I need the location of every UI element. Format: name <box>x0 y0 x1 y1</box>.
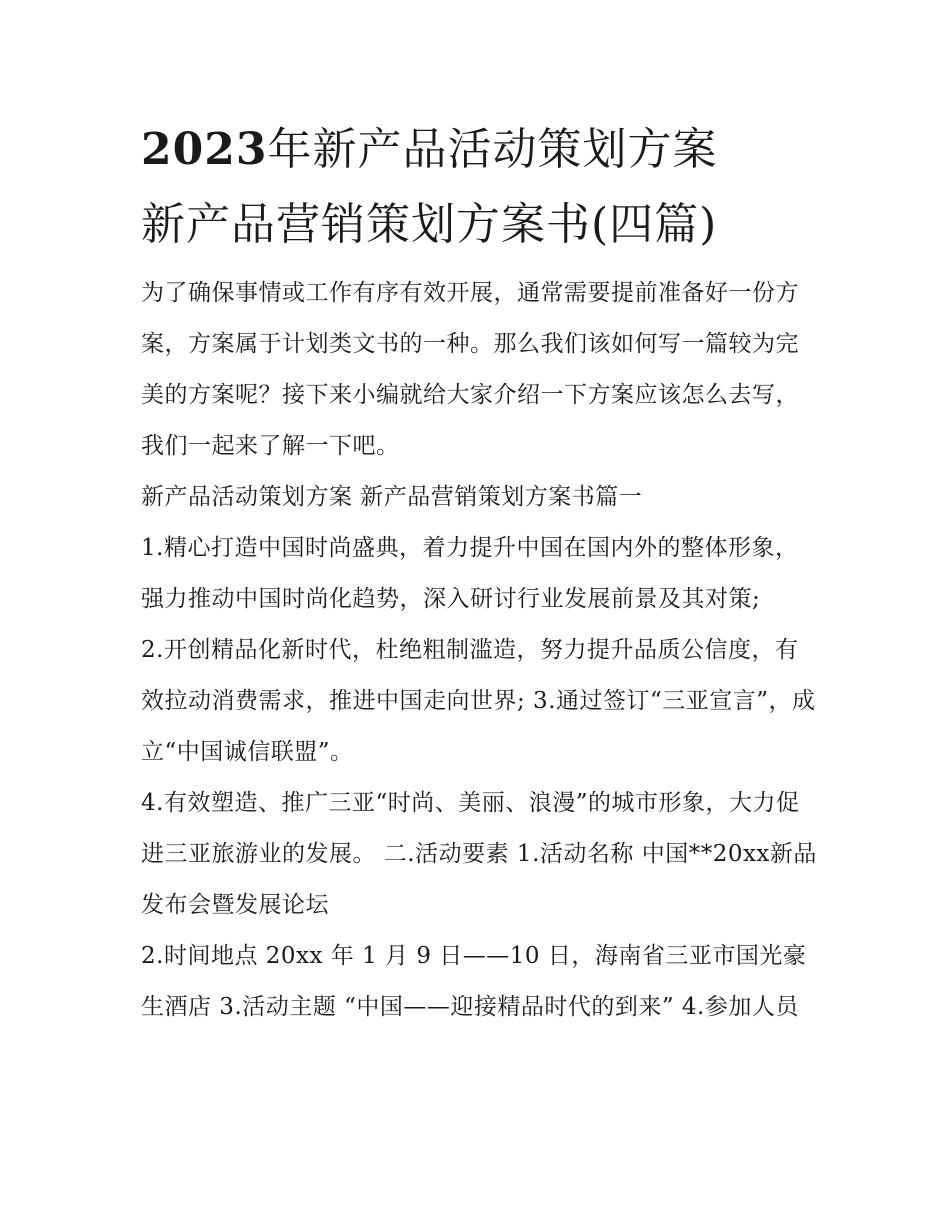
section-heading: 新产品活动策划方案 新产品营销策划方案书篇一 <box>141 484 643 510</box>
title-line-1-text: 年新产品活动策划方案 <box>267 124 718 175</box>
body-paragraph-2: 2.开创精品化新时代，杜绝粗制滥造，努力提升品质公信度，有效拉动消费需求，推进中国走向世界; 3.通过签订“三亚宣言”，成立“中国诚信联盟”。 <box>141 637 816 765</box>
title-line-1 <box>141 118 821 181</box>
intro-paragraph: 为了确保事情或工作有序有效开展，通常需要提前准备好一份方案，方案属于计划类文书的一种。那么我们该如何写一篇较为完美的方案呢？接下来小编就给大家介绍一下方案应该怎么去写，我们一起来了解一下吧。 <box>141 280 799 459</box>
body-paragraph-3: 4.有效塑造、推广三亚“时尚、美丽、浪漫”的城市形象，大力促进三亚旅游业的发展。 二.活动要素 1.活动名称 中国**20xx新品发布会暨发展论坛 <box>141 790 817 918</box>
body-paragraph-1: 1.精心打造中国时尚盛典，着力提升中国在国内外的整体形象，强力推动中国时尚化趋势，深入研讨行业发展前景及其对策; <box>141 535 799 612</box>
title-year: 2023 <box>141 124 268 175</box>
document-content <box>141 118 821 1033</box>
body-paragraph-4: 2.时间地点 20xx 年 1 月 9 日——10 日，海南省三亚市国光豪生酒店 3.活动主题 “中国——迎接精品时代的到来” 4.参加人员 <box>141 943 807 1020</box>
document-title <box>141 118 821 256</box>
title-line-2: 新产品营销策划方案书(四篇) <box>141 199 718 250</box>
